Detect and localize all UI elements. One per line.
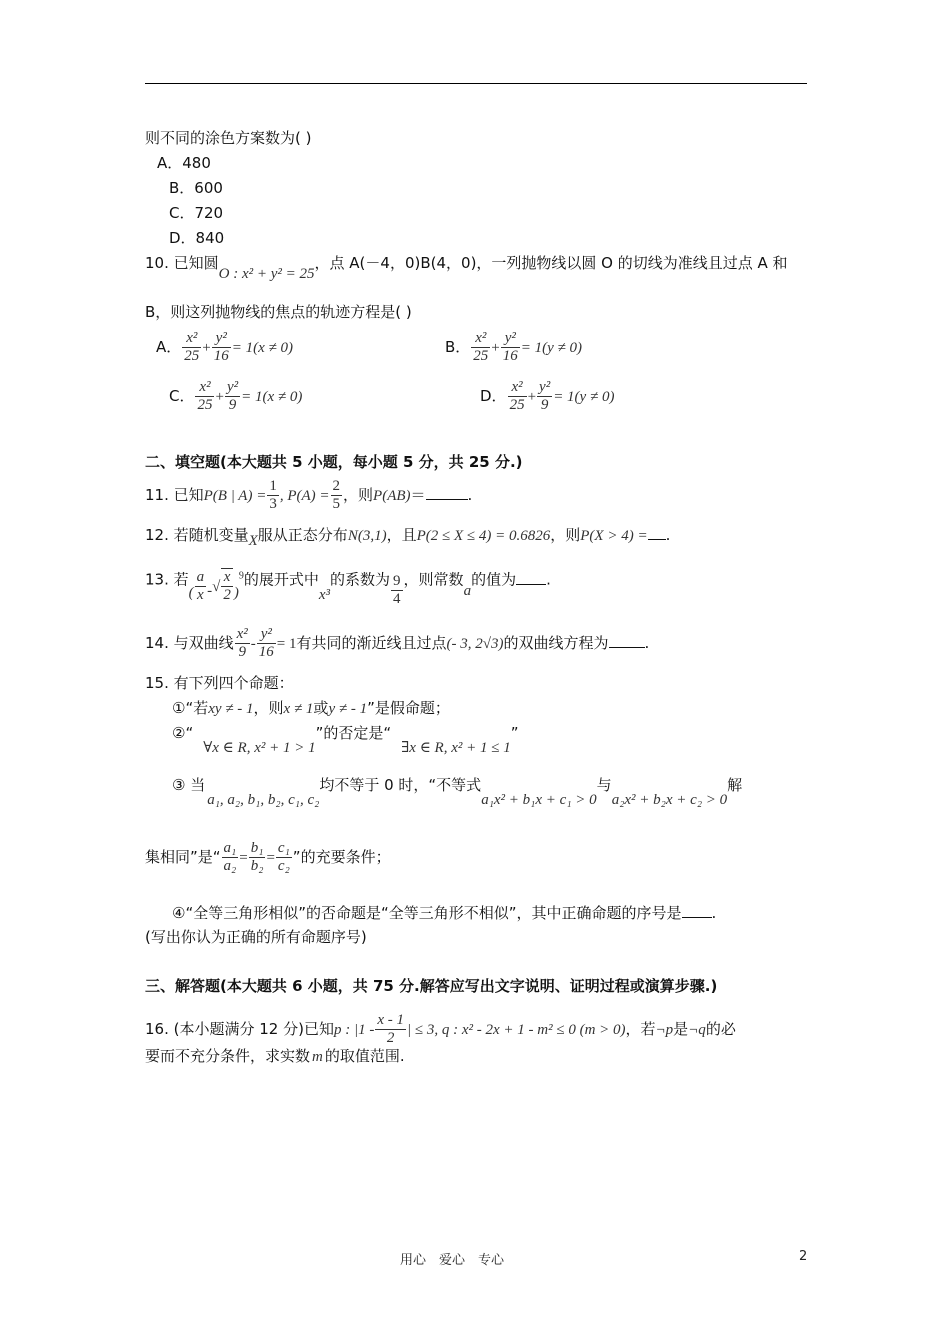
footer-slogan: 用心 爱心 专心 (400, 1253, 505, 1268)
q9-option-c: C．720 (169, 204, 224, 222)
q16-line1: 16. (本小题满分 12 分)已知p : |1 - $\frac{x - 1}{2}$ | ≤ 3, q : x² - 2x + 1 - m² ≤ 0 (m > 0)，若¬p是¬q的必 (145, 1012, 736, 1046)
page-number: 2 (799, 1249, 808, 1264)
q9-option-d: D．840 (169, 229, 225, 247)
q12-answer-blank (648, 525, 666, 540)
q10-line2: B，则这列抛物线的焦点的轨迹方程是( ) (145, 303, 412, 321)
q12: 12. 若随机变量X服从正态分布N(3,1)，且P(2 ≤ X ≤ 4) = 0.6826，则P(X > 4) = . (145, 526, 671, 549)
q10-option-d: D． $\frac{\text{x²}}{25}$ + $\frac{\text{y²}}{9}$ = 1(y ≠ 0) (480, 379, 615, 413)
q15-answer-blank (682, 903, 712, 918)
q13: 13. 若( $\frac{a}{x}$ -√ $\frac{x}{2}$ )$^9$的展开式中x³的系数为 $\frac{9}{4}$ ，则常数a的值为 . (145, 568, 551, 607)
q10-line1: 10. 已知圆O : x² + y² = 25，点 A(－4，0)B(4，0)，一列抛物线以圆 O 的切线为准线且过点 A 和 (145, 254, 788, 282)
q14: 14. 与双曲线 $\frac{\text{x²}}{9}$ - $\frac{\text{y²}}{16}$ = 1有共同的渐近线且过点(- 3, 2√3)的双曲线方程为 . (145, 626, 650, 660)
q15-prop-3: ③ 当a₁, a₂, b₁, b₂, c₁, c₂均不等于 0 时，“不等式a₁x² + b₁x + c₁ > 0与a₂x² + b₂x + c₂ > 0解 (172, 776, 743, 808)
q9-option-b: B．600 (169, 179, 223, 197)
section-2-heading: 二、填空题(本大题共 5 小题，每小题 5 分，共 25 分.) (145, 453, 523, 471)
q14-answer-blank (609, 633, 645, 648)
header-rule (145, 83, 807, 84)
q15-prop-1: ①“若xy ≠ - 1，则x ≠ 1或y ≠ - 1”是假命题； (172, 699, 450, 717)
q9-option-a: A．480 (157, 154, 211, 172)
q16-line2: 要而不充分条件，求实数 m 的取值范围. (145, 1047, 405, 1065)
q11: 11. 已知P(B | A) = $\frac{1}{3}$ , P(A) = $\frac{2}{5}$ ，则P(AB)＝ . (145, 478, 473, 512)
q15-prop-3-cont: 集相同”是“ $\frac{\text{a₁}}{\text{a₂}}$ = $\frac{\text{b₁}}{\text{b₂}}$ = $\frac{\text{c₁}}{\text{c₂}}$ ”的充要条件； (145, 840, 391, 874)
q10-option-b: B． $\frac{\text{x²}}{25}$ + $\frac{\text{y²}}{16}$ = 1(y ≠ 0) (445, 330, 583, 364)
q11-answer-blank (426, 485, 468, 500)
q10-option-a: A． $\frac{\text{x²}}{25}$ + $\frac{\text{y²}}{16}$ = 1(x ≠ 0) (156, 330, 293, 364)
q15-prop-2: ②“∀x ∈ R, x² + 1 > 1”的否定是“∃x ∈ R, x² + 1 ≤ 1” (172, 724, 519, 756)
q15-title: 15. 有下列四个命题： (145, 674, 294, 692)
q15-note: (写出你认为正确的所有命题序号) (145, 928, 367, 946)
q9-stem: 则不同的涂色方案数为( ) (145, 129, 312, 147)
q15-prop-4: ④“全等三角形相似”的否命题是“全等三角形不相似”，其中正确命题的序号是 . (172, 904, 717, 922)
section-3-heading: 三、解答题(本大题共 6 小题，共 75 分.解答应写出文字说明、证明过程或演算步骤.) (145, 977, 718, 995)
q10-option-c: C． $\frac{\text{x²}}{25}$ + $\frac{\text{y²}}{9}$ = 1(x ≠ 0) (169, 379, 303, 413)
q13-answer-blank (516, 570, 546, 585)
q10-circle-eq: O : x² + y² = 25 (218, 266, 315, 282)
